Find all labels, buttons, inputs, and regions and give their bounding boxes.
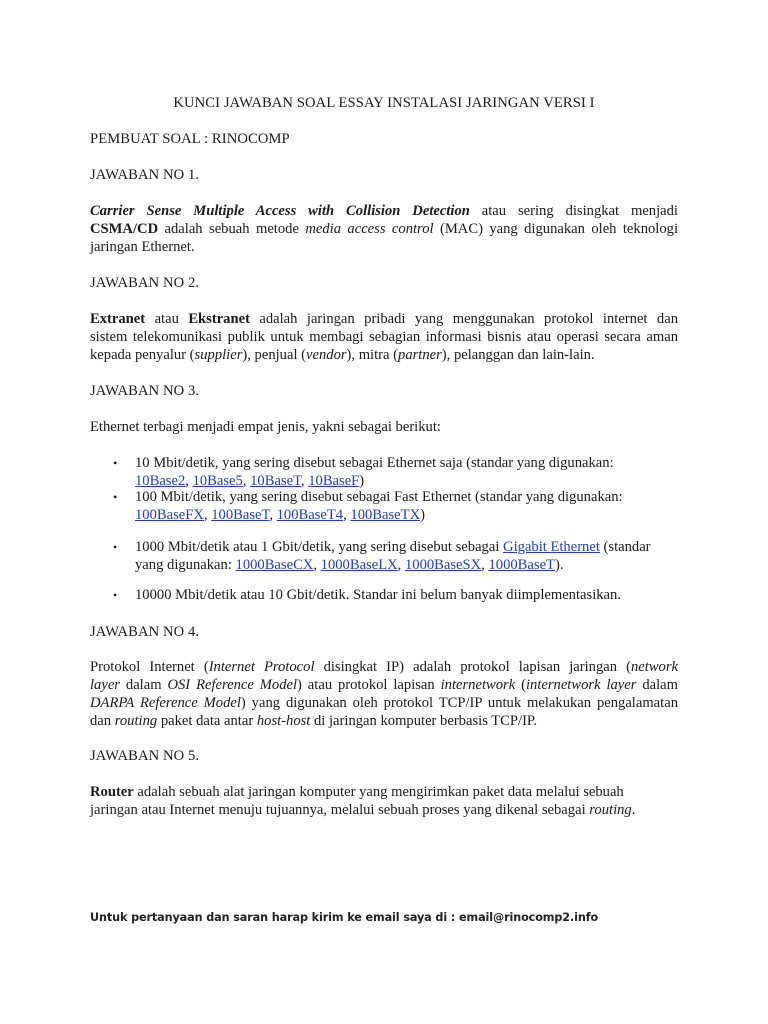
heading-answer-4: JAWABAN NO 4.: [90, 624, 200, 640]
answer-2-paragraph: [90, 310, 678, 364]
separator: ,: [185, 473, 193, 489]
list-item-text: 1000 Mbit/detik atau 1 Gbit/detik, yang sering disebut sebagai: [135, 539, 504, 555]
vendor-term: vendor: [306, 347, 347, 363]
separator: ,: [242, 473, 251, 489]
answer-4-paragraph: [90, 658, 678, 730]
answer-5-paragraph: [90, 783, 678, 819]
list-item-text: yang digunakan:: [135, 557, 236, 573]
supplier-term: supplier: [194, 347, 243, 363]
layer-term: layer: [90, 677, 120, 693]
answer-1-text: adalah sebuah metode: [158, 221, 306, 237]
heading-answer-2: JAWABAN NO 2.: [90, 275, 200, 291]
answer-4-text: disingkat IP) adalah protokol lapisan jaringan (: [314, 659, 631, 675]
link-1000baselx[interactable]: 1000BaseLX: [320, 557, 398, 573]
internet-protocol-term: Internet Protocol: [208, 659, 315, 675]
list-item-text: (standar: [599, 539, 651, 555]
internetwork-layer-term: internetwork layer: [525, 677, 637, 693]
separator: ,: [481, 557, 489, 573]
separator: ,: [300, 473, 309, 489]
answer-1-paragraph: [90, 202, 678, 256]
answer-4-text: dalam: [120, 677, 168, 693]
link-100basefx[interactable]: 100BaseFX: [135, 507, 204, 523]
list-item-text: 10000 Mbit/detik atau 10 Gbit/detik. Standar ini belum banyak diimplementasikan.: [135, 587, 621, 603]
separator: ,: [269, 507, 277, 523]
routing-term: routing: [114, 713, 158, 729]
bullet-icon: •: [113, 540, 118, 554]
answer-2-text: ), mitra (: [346, 347, 399, 363]
link-10base5[interactable]: 10Base5: [192, 473, 243, 489]
link-gigabit-ethernet[interactable]: Gigabit Ethernet: [503, 539, 600, 555]
separator: ): [420, 507, 425, 523]
bullet-icon: •: [113, 588, 118, 602]
osi-model-term: OSI Reference Model: [167, 677, 298, 693]
link-10baset[interactable]: 10BaseT: [250, 473, 301, 489]
extranet-term: Extranet: [90, 311, 146, 327]
answer-4-text: Protokol Internet (: [90, 659, 209, 675]
link-1000basecx[interactable]: 1000BaseCX: [235, 557, 314, 573]
link-10basef[interactable]: 10BaseF: [308, 473, 360, 489]
link-100baset[interactable]: 100BaseT: [211, 507, 270, 523]
answer-2-text: adalah jaringan pribadi yang menggunakan protokol internet dan: [249, 311, 678, 327]
internetwork-term: internetwork: [440, 677, 516, 693]
link-10base2[interactable]: 10Base2: [135, 473, 186, 489]
answer-2-text: ), penjual (: [242, 347, 307, 363]
partner-term: partner: [398, 347, 442, 363]
bullet-icon: •: [113, 490, 118, 504]
separator: ,: [203, 507, 212, 523]
answer-5-text: jaringan atau Internet menuju tujuannya, melalui sebuah proses yang dikenal sebagai: [90, 802, 590, 818]
list-item-text: 100 Mbit/detik, yang sering disebut sebagai Fast Ethernet (standar yang digunakan:: [135, 489, 623, 505]
answer-4-text: paket data antar: [157, 713, 257, 729]
answer-5-text: .: [631, 802, 636, 818]
bullet-icon: •: [113, 456, 118, 470]
link-1000basesx[interactable]: 1000BaseSX: [404, 557, 482, 573]
document-page: [90, 0, 678, 1024]
answer-2-text: sistem telekomunikasi publik untuk membagi sebagian informasi bisnis atau operasi secara aman: [90, 329, 678, 345]
list-item-text: 10 Mbit/detik, yang sering disebut sebagai Ethernet saja (standar yang digunakan:: [135, 455, 614, 471]
footer-contact: Untuk pertanyaan dan saran harap kirim ke email saya di : email@rinocomp2.info: [90, 911, 599, 924]
author-line: PEMBUAT SOAL : RINOCOMP: [90, 131, 290, 147]
heading-answer-5: JAWABAN NO 5.: [90, 748, 200, 764]
answer-1-text: atau sering disingkat menjadi: [469, 203, 678, 219]
separator: ,: [313, 557, 321, 573]
csma-cd-full-term: Carrier Sense Multiple Access with Collision Detection: [90, 203, 470, 219]
link-100baset4[interactable]: 100BaseT4: [276, 507, 344, 523]
answer-4-text: (: [515, 677, 526, 693]
answer-4-text: di jaringan komputer berbasis TCP/IP.: [310, 713, 538, 729]
routing-term: routing: [589, 802, 632, 818]
csma-cd-term: CSMA/CD: [90, 221, 159, 237]
link-100basetx[interactable]: 100BaseTX: [350, 507, 421, 523]
answer-4-text: ) yang digunakan oleh protokol TCP/IP untuk melakukan pengalamatan: [240, 695, 678, 711]
answer-1-text: jaringan Ethernet.: [90, 239, 195, 255]
answer-4-text: dalam: [636, 677, 678, 693]
separator: ,: [397, 557, 405, 573]
link-1000baset[interactable]: 1000BaseT: [488, 557, 555, 573]
document-title: KUNCI JAWABAN SOAL ESSAY INSTALASI JARINGAN VERSI I: [173, 95, 595, 111]
answer-5-text: adalah sebuah alat jaringan komputer yang mengirimkan paket data melalui sebuah: [133, 784, 624, 800]
network-term: network: [630, 659, 679, 675]
darpa-model-term: DARPA Reference Model: [90, 695, 241, 711]
heading-answer-3: JAWABAN NO 3.: [90, 383, 200, 399]
answer-2-text: ), pelanggan dan lain-lain.: [441, 347, 595, 363]
host-host-term: host-host: [256, 713, 311, 729]
answer-2-text: kepada penyalur (: [90, 347, 195, 363]
answer-4-text: dan: [90, 713, 115, 729]
answer-3-intro: Ethernet terbagi menjadi empat jenis, yakni sebagai berikut:: [90, 419, 441, 435]
mac-term: media access control: [305, 221, 434, 237]
separator: ).: [554, 557, 564, 573]
separator: ,: [343, 507, 351, 523]
answer-4-text: ) atau protokol lapisan: [297, 677, 441, 693]
ekstranet-term: Ekstranet: [188, 311, 250, 327]
answer-2-text: atau: [145, 311, 189, 327]
answer-1-text: (MAC) yang digunakan oleh teknologi: [433, 221, 679, 237]
heading-answer-1: JAWABAN NO 1.: [90, 167, 200, 183]
separator: ): [359, 473, 365, 489]
router-term: Router: [90, 784, 134, 800]
